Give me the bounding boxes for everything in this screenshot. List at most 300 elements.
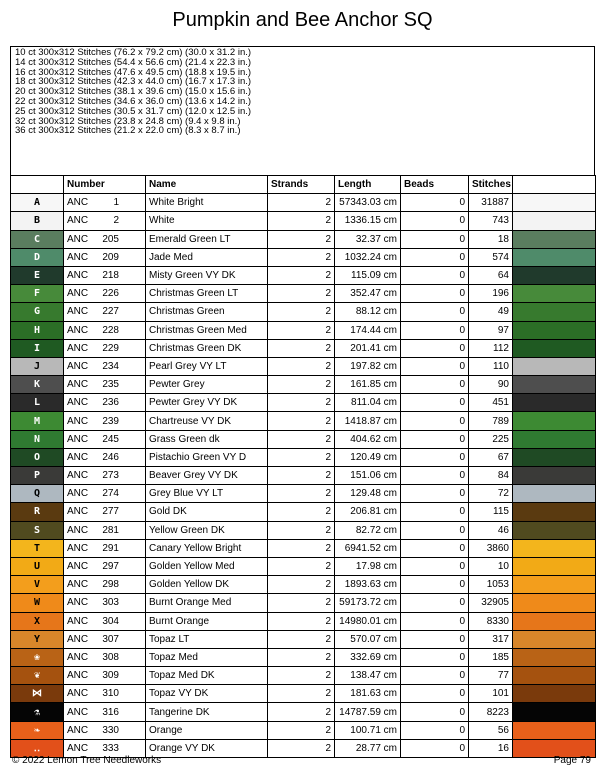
table-row (11, 594, 596, 612)
number-cell (64, 576, 146, 594)
name-cell: Orange (146, 721, 268, 739)
code-label: 239 (102, 415, 119, 427)
table-row (11, 667, 596, 685)
symbol-cell: ❀ (11, 648, 64, 666)
name-cell: White Bright (146, 194, 268, 212)
color-swatch (513, 703, 596, 721)
length-cell: 1893.63 cm (335, 576, 401, 594)
beads-cell: 0 (401, 648, 469, 666)
col-header-name: Name (146, 176, 268, 194)
table-row (11, 467, 596, 485)
symbol-cell: ⚗ (11, 703, 64, 721)
length-cell: 115.09 cm (335, 266, 401, 284)
table-header-row (11, 176, 596, 194)
symbol-cell: ‥ (11, 739, 64, 757)
stitches-cell: 32905 (469, 594, 513, 612)
table-row (11, 303, 596, 321)
symbol-cell: I (11, 339, 64, 357)
number-cell (64, 521, 146, 539)
symbol-cell: ⋈ (11, 685, 64, 703)
name-cell: Jade Med (146, 248, 268, 266)
strands-cell: 2 (268, 521, 335, 539)
name-cell: Canary Yellow Bright (146, 539, 268, 557)
stitches-cell: 196 (469, 285, 513, 303)
stitches-cell: 317 (469, 630, 513, 648)
name-cell: Golden Yellow Med (146, 557, 268, 575)
fabric-size-line: 14 ct 300x312 Stitches (54.4 x 56.6 cm) (21.4 x 22.3 in.) (15, 56, 252, 68)
name-cell: Christmas Green DK (146, 339, 268, 357)
table-row (11, 194, 596, 212)
length-cell: 332.69 cm (335, 648, 401, 666)
brand-label: ANC (67, 215, 89, 227)
name-cell: Topaz LT (146, 630, 268, 648)
symbol-cell: F (11, 285, 64, 303)
beads-cell: 0 (401, 467, 469, 485)
brand-label: ANC (67, 633, 89, 645)
symbol-cell: W (11, 594, 64, 612)
brand-label: ANC (67, 324, 89, 336)
brand-label: ANC (67, 688, 89, 700)
page-title: Pumpkin and Bee Anchor SQ (172, 9, 433, 31)
stitches-cell: 64 (469, 266, 513, 284)
name-cell: Christmas Green LT (146, 285, 268, 303)
fabric-size-line: 32 ct 300x312 Stitches (23.8 x 24.8 cm) (9.4 x 9.8 in.) (15, 115, 241, 127)
symbol-cell: C (11, 230, 64, 248)
code-label: 218 (102, 270, 119, 282)
number-cell (64, 194, 146, 212)
beads-cell: 0 (401, 539, 469, 557)
strands-cell: 2 (268, 212, 335, 230)
code-label: 228 (102, 324, 119, 336)
stitches-cell: 46 (469, 521, 513, 539)
symbol-cell: H (11, 321, 64, 339)
color-swatch (513, 285, 596, 303)
brand-label: ANC (67, 597, 89, 609)
floss-table (10, 175, 596, 758)
beads-cell: 0 (401, 630, 469, 648)
fabric-size-line: 16 ct 300x312 Stitches (47.6 x 49.5 cm) (18.8 x 19.5 in.) (15, 66, 252, 78)
strands-cell: 2 (268, 230, 335, 248)
beads-cell: 0 (401, 594, 469, 612)
number-cell (64, 503, 146, 521)
stitches-cell: 90 (469, 376, 513, 394)
name-cell: Topaz VY DK (146, 685, 268, 703)
number-cell (64, 467, 146, 485)
number-cell (64, 303, 146, 321)
strands-cell: 2 (268, 266, 335, 284)
name-cell: White (146, 212, 268, 230)
col-header-strands: Strands (268, 176, 335, 194)
color-swatch (513, 485, 596, 503)
strands-cell: 2 (268, 485, 335, 503)
fabric-size-line: 20 ct 300x312 Stitches (38.1 x 39.6 cm) (15.0 x 15.6 in.) (15, 86, 252, 98)
strands-cell: 2 (268, 339, 335, 357)
symbol-cell: ❦ (11, 667, 64, 685)
strands-cell: 2 (268, 630, 335, 648)
beads-cell: 0 (401, 194, 469, 212)
stitches-cell: 49 (469, 303, 513, 321)
strands-cell: 2 (268, 321, 335, 339)
beads-cell: 0 (401, 230, 469, 248)
number-cell (64, 230, 146, 248)
table-row (11, 612, 596, 630)
number-cell (64, 703, 146, 721)
col-header-length: Length (335, 176, 401, 194)
color-swatch (513, 721, 596, 739)
brand-label: ANC (67, 288, 89, 300)
table-row (11, 339, 596, 357)
copyright-text: © 2022 Lemon Tree Needleworks (12, 755, 162, 766)
name-cell: Golden Yellow DK (146, 576, 268, 594)
code-label: 303 (102, 597, 119, 609)
number-cell (64, 376, 146, 394)
strands-cell: 2 (268, 394, 335, 412)
length-cell: 14980.01 cm (335, 612, 401, 630)
number-cell (64, 266, 146, 284)
strands-cell: 2 (268, 248, 335, 266)
brand-label: ANC (67, 270, 89, 282)
symbol-cell: B (11, 212, 64, 230)
beads-cell: 0 (401, 739, 469, 757)
name-cell: Christmas Green Med (146, 321, 268, 339)
table-row (11, 376, 596, 394)
length-cell: 100.71 cm (335, 721, 401, 739)
beads-cell: 0 (401, 266, 469, 284)
color-swatch (513, 430, 596, 448)
number-cell (64, 339, 146, 357)
symbol-cell: J (11, 357, 64, 375)
brand-label: ANC (67, 651, 89, 663)
name-cell: Gold DK (146, 503, 268, 521)
length-cell: 59173.72 cm (335, 594, 401, 612)
code-label: 297 (102, 561, 119, 573)
length-cell: 181.63 cm (335, 685, 401, 703)
length-cell: 82.72 cm (335, 521, 401, 539)
strands-cell: 2 (268, 467, 335, 485)
brand-label: ANC (67, 706, 89, 718)
number-cell (64, 412, 146, 430)
brand-label: ANC (67, 470, 89, 482)
table-row (11, 357, 596, 375)
length-cell: 32.37 cm (335, 230, 401, 248)
color-swatch (513, 576, 596, 594)
code-label: 308 (102, 651, 119, 663)
length-cell: 1032.24 cm (335, 248, 401, 266)
length-cell: 352.47 cm (335, 285, 401, 303)
name-cell: Pearl Grey VY LT (146, 357, 268, 375)
symbol-cell: N (11, 430, 64, 448)
length-cell: 201.41 cm (335, 339, 401, 357)
name-cell: Tangerine DK (146, 703, 268, 721)
strands-cell: 2 (268, 685, 335, 703)
symbol-cell: L (11, 394, 64, 412)
stitches-cell: 1053 (469, 576, 513, 594)
name-cell: Topaz Med (146, 648, 268, 666)
name-cell: Pewter Grey (146, 376, 268, 394)
length-cell: 206.81 cm (335, 503, 401, 521)
table-row (11, 212, 596, 230)
name-cell: Grass Green dk (146, 430, 268, 448)
col-header-symbol (11, 176, 64, 194)
beads-cell: 0 (401, 394, 469, 412)
brand-label: ANC (67, 360, 89, 372)
fabric-size-line: 36 ct 300x312 Stitches (21.2 x 22.0 cm) (8.3 x 8.7 in.) (15, 125, 241, 137)
brand-label: ANC (67, 415, 89, 427)
color-swatch (513, 667, 596, 685)
length-cell: 811.04 cm (335, 394, 401, 412)
beads-cell: 0 (401, 339, 469, 357)
strands-cell: 2 (268, 194, 335, 212)
code-label: 2 (113, 215, 119, 227)
color-swatch (513, 303, 596, 321)
length-cell: 151.06 cm (335, 467, 401, 485)
brand-label: ANC (67, 488, 89, 500)
strands-cell: 2 (268, 412, 335, 430)
table-row (11, 430, 596, 448)
length-cell: 161.85 cm (335, 376, 401, 394)
code-label: 307 (102, 633, 119, 645)
symbol-cell: V (11, 576, 64, 594)
strands-cell: 2 (268, 576, 335, 594)
number-cell (64, 667, 146, 685)
beads-cell: 0 (401, 703, 469, 721)
color-swatch (513, 521, 596, 539)
length-cell: 174.44 cm (335, 321, 401, 339)
fabric-size-line: 10 ct 300x312 Stitches (76.2 x 79.2 cm) (30.0 x 31.2 in.) (15, 47, 252, 58)
stitches-cell: 185 (469, 648, 513, 666)
code-label: 291 (102, 542, 119, 554)
code-label: 226 (102, 288, 119, 300)
beads-cell: 0 (401, 503, 469, 521)
name-cell: Yellow Green DK (146, 521, 268, 539)
symbol-cell: R (11, 503, 64, 521)
strands-cell: 2 (268, 503, 335, 521)
brand-label: ANC (67, 542, 89, 554)
code-label: 273 (102, 470, 119, 482)
code-label: 209 (102, 251, 119, 263)
strands-cell: 2 (268, 739, 335, 757)
table-row (11, 721, 596, 739)
code-label: 304 (102, 615, 119, 627)
number-cell (64, 685, 146, 703)
beads-cell: 0 (401, 430, 469, 448)
table-row (11, 703, 596, 721)
beads-cell: 0 (401, 485, 469, 503)
color-swatch (513, 357, 596, 375)
code-label: 316 (102, 706, 119, 718)
strands-cell: 2 (268, 594, 335, 612)
length-cell: 57343.03 cm (335, 194, 401, 212)
stitches-cell: 72 (469, 485, 513, 503)
symbol-cell: Y (11, 630, 64, 648)
brand-label: ANC (67, 451, 89, 463)
table-row (11, 485, 596, 503)
name-cell: Pewter Grey VY DK (146, 394, 268, 412)
beads-cell: 0 (401, 376, 469, 394)
strands-cell: 2 (268, 430, 335, 448)
beads-cell: 0 (401, 303, 469, 321)
strands-cell: 2 (268, 557, 335, 575)
symbol-cell: Q (11, 485, 64, 503)
beads-cell: 0 (401, 557, 469, 575)
name-cell: Grey Blue VY LT (146, 485, 268, 503)
color-swatch (513, 612, 596, 630)
number-cell (64, 594, 146, 612)
code-label: 309 (102, 670, 119, 682)
brand-label: ANC (67, 524, 89, 536)
stitches-cell: 574 (469, 248, 513, 266)
length-cell: 129.48 cm (335, 485, 401, 503)
table-row (11, 412, 596, 430)
symbol-cell: E (11, 266, 64, 284)
number-cell (64, 648, 146, 666)
brand-label: ANC (67, 579, 89, 591)
symbol-cell: M (11, 412, 64, 430)
strands-cell: 2 (268, 376, 335, 394)
brand-label: ANC (67, 197, 89, 209)
brand-label: ANC (67, 561, 89, 573)
color-swatch (513, 266, 596, 284)
color-swatch (513, 230, 596, 248)
code-label: 1 (113, 197, 119, 209)
col-header-beads: Beads (401, 176, 469, 194)
strands-cell: 2 (268, 303, 335, 321)
color-swatch (513, 412, 596, 430)
col-header-stitches: Stitches (469, 176, 513, 194)
strands-cell: 2 (268, 703, 335, 721)
code-label: 277 (102, 506, 119, 518)
brand-label: ANC (67, 742, 89, 754)
brand-label: ANC (67, 670, 89, 682)
table-row (11, 248, 596, 266)
color-swatch (513, 321, 596, 339)
symbol-cell: K (11, 376, 64, 394)
length-cell: 88.12 cm (335, 303, 401, 321)
brand-label: ANC (67, 397, 89, 409)
strands-cell: 2 (268, 648, 335, 666)
code-label: 236 (102, 397, 119, 409)
fabric-size-line: 18 ct 300x312 Stitches (42.3 x 44.0 cm) (16.7 x 17.3 in.) (15, 76, 252, 88)
name-cell: Burnt Orange Med (146, 594, 268, 612)
stitches-cell: 225 (469, 430, 513, 448)
symbol-cell: O (11, 448, 64, 466)
code-label: 274 (102, 488, 119, 500)
length-cell: 28.77 cm (335, 739, 401, 757)
color-swatch (513, 503, 596, 521)
beads-cell: 0 (401, 685, 469, 703)
strands-cell: 2 (268, 285, 335, 303)
stitches-cell: 84 (469, 467, 513, 485)
table-row (11, 557, 596, 575)
name-cell: Topaz Med DK (146, 667, 268, 685)
stitches-cell: 77 (469, 667, 513, 685)
beads-cell: 0 (401, 576, 469, 594)
symbol-cell: X (11, 612, 64, 630)
strands-cell: 2 (268, 357, 335, 375)
table-row (11, 448, 596, 466)
beads-cell: 0 (401, 212, 469, 230)
color-swatch (513, 594, 596, 612)
color-swatch (513, 648, 596, 666)
page-number: Page 79 (553, 755, 591, 766)
number-cell (64, 321, 146, 339)
strands-cell: 2 (268, 667, 335, 685)
stitches-cell: 3860 (469, 539, 513, 557)
length-cell: 404.62 cm (335, 430, 401, 448)
length-cell: 1418.87 cm (335, 412, 401, 430)
brand-label: ANC (67, 251, 89, 263)
table-row (11, 630, 596, 648)
strands-cell: 2 (268, 721, 335, 739)
color-swatch (513, 394, 596, 412)
strands-cell: 2 (268, 448, 335, 466)
length-cell: 570.07 cm (335, 630, 401, 648)
beads-cell: 0 (401, 612, 469, 630)
name-cell: Christmas Green (146, 303, 268, 321)
length-cell: 120.49 cm (335, 448, 401, 466)
fabric-sizes-box (10, 46, 595, 176)
number-cell (64, 612, 146, 630)
name-cell: Beaver Grey VY DK (146, 467, 268, 485)
length-cell: 138.47 cm (335, 667, 401, 685)
brand-label: ANC (67, 342, 89, 354)
stitches-cell: 112 (469, 339, 513, 357)
number-cell (64, 630, 146, 648)
symbol-cell: D (11, 248, 64, 266)
code-label: 234 (102, 360, 119, 372)
symbol-cell: ❧ (11, 721, 64, 739)
color-swatch (513, 557, 596, 575)
code-label: 227 (102, 306, 119, 318)
name-cell: Chartreuse VY DK (146, 412, 268, 430)
stitches-cell: 18 (469, 230, 513, 248)
fabric-size-line: 22 ct 300x312 Stitches (34.6 x 36.0 cm) (13.6 x 14.2 in.) (15, 95, 252, 107)
table-row (11, 576, 596, 594)
code-label: 229 (102, 342, 119, 354)
brand-label: ANC (67, 379, 89, 391)
stitches-cell: 101 (469, 685, 513, 703)
color-swatch (513, 212, 596, 230)
code-label: 205 (102, 233, 119, 245)
code-label: 245 (102, 433, 119, 445)
stitches-cell: 56 (469, 721, 513, 739)
table-row (11, 321, 596, 339)
color-swatch (513, 376, 596, 394)
beads-cell: 0 (401, 321, 469, 339)
symbol-cell: A (11, 194, 64, 212)
code-label: 298 (102, 579, 119, 591)
stitches-cell: 110 (469, 357, 513, 375)
beads-cell: 0 (401, 285, 469, 303)
color-swatch (513, 448, 596, 466)
number-cell (64, 285, 146, 303)
number-cell (64, 539, 146, 557)
beads-cell: 0 (401, 667, 469, 685)
color-swatch (513, 467, 596, 485)
table-row (11, 648, 596, 666)
color-swatch (513, 630, 596, 648)
beads-cell: 0 (401, 412, 469, 430)
name-cell: Orange VY DK (146, 739, 268, 757)
stitches-cell: 67 (469, 448, 513, 466)
number-cell (64, 448, 146, 466)
strands-cell: 2 (268, 612, 335, 630)
stitches-cell: 743 (469, 212, 513, 230)
stitches-cell: 16 (469, 739, 513, 757)
table-row (11, 285, 596, 303)
beads-cell: 0 (401, 448, 469, 466)
color-swatch (513, 194, 596, 212)
